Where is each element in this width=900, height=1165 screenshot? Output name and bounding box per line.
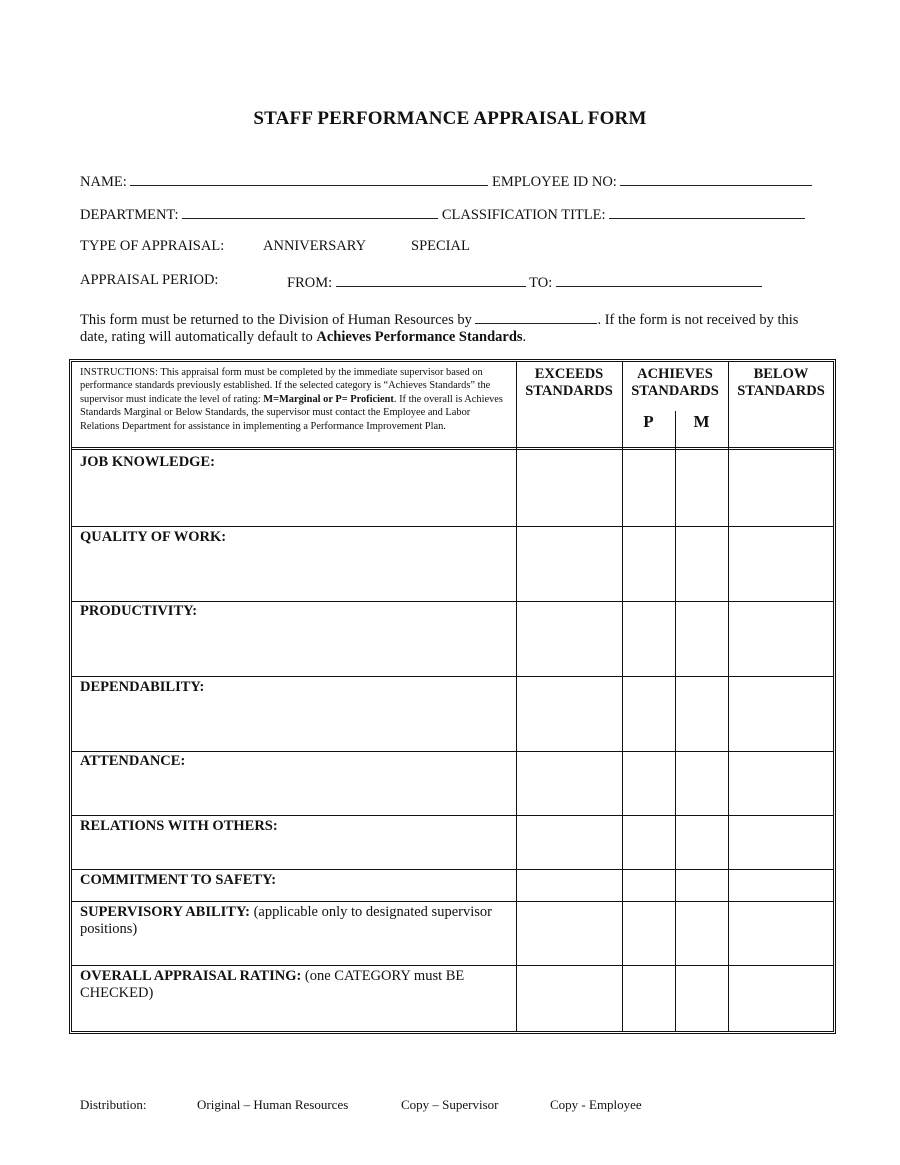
header-achieves-standards: ACHIEVES STANDARDS [631, 366, 719, 399]
from-label: FROM: [287, 275, 333, 291]
col-divider-2 [622, 362, 623, 1031]
period-label: APPRAISAL PERIOD: [80, 272, 219, 288]
distribution-copy-supervisor: Copy – Supervisor [401, 1097, 499, 1112]
row-divider [72, 965, 833, 966]
col-divider-pm [675, 411, 676, 1031]
header-divider [72, 447, 833, 450]
notice-end: . [522, 329, 527, 345]
notice-text-1: This form must be returned to the Division of Human Resources by [80, 312, 472, 328]
row-divider [72, 676, 833, 677]
distribution-label: Distribution: [80, 1097, 147, 1112]
period-field [287, 272, 762, 292]
instructions-text: INSTRUCTIONS: This appraisal form must be completed by the immediate supervisor based on performance standards previously established. If the selected category is “Achieves Standards” the supervisor must indicate the level of rating: M=Marginal or P= Proficient. If the overall is Achieves Standards Marginal or Below Standards, the supervisor must contact the Employee and Labor Relations Department for assistance in implementing a Performance Improvement Plan. [80, 367, 503, 432]
department-input-line[interactable] [182, 204, 438, 219]
row-divider [72, 526, 833, 527]
from-input-line[interactable] [336, 272, 526, 287]
subheader-proficient: P [643, 412, 654, 431]
name-field [80, 171, 812, 191]
notice-default-rating: Achieves Performance Standards [316, 329, 523, 345]
distribution-copy-employee: Copy - Employee [550, 1097, 642, 1112]
classification-label: CLASSIFICATION TITLE: [441, 207, 606, 223]
row-divider [72, 901, 833, 902]
row-dependability: DEPENDABILITY: [80, 679, 205, 695]
distribution-original: Original – Human Resources [197, 1097, 349, 1112]
row-job-knowledge: JOB KNOWLEDGE: [80, 454, 215, 470]
row-relations-with-others: RELATIONS WITH OTHERS: [80, 818, 278, 834]
header-exceeds-standards: EXCEEDS STANDARDS [525, 366, 613, 399]
department-label: DEPARTMENT: [80, 207, 179, 223]
row-productivity: PRODUCTIVITY: [80, 603, 198, 619]
department-field [80, 204, 805, 224]
header-below-standards: BELOW STANDARDS [737, 366, 825, 399]
col-divider-1 [516, 362, 517, 1031]
classification-input-line[interactable] [609, 204, 805, 219]
col-divider-3 [728, 362, 729, 1031]
row-attendance: ATTENDANCE: [80, 753, 186, 769]
employee-id-label: EMPLOYEE ID NO: [491, 174, 617, 190]
type-special-option[interactable]: SPECIAL [411, 238, 470, 254]
name-label: NAME: [80, 174, 127, 190]
to-label: TO: [529, 275, 553, 291]
row-divider [72, 815, 833, 816]
row-divider [72, 751, 833, 752]
type-anniversary-option[interactable]: ANNIVERSARY [263, 238, 367, 254]
to-input-line[interactable] [556, 272, 762, 287]
subheader-marginal: M [693, 412, 710, 431]
ratings-table [69, 359, 836, 1034]
row-supervisory-ability: SUPERVISORY ABILITY: (applicable only to designated supervisor positions) [80, 904, 492, 937]
type-label: TYPE OF APPRAISAL: [80, 238, 225, 254]
notice-text-2: . If the form is not received by this date, rating will automatically default to [80, 312, 799, 345]
form-title: STAFF PERFORMANCE APPRAISAL FORM [253, 108, 647, 129]
row-commitment-to-safety: COMMITMENT TO SAFETY: [80, 872, 277, 888]
row-overall-rating: OVERALL APPRAISAL RATING: (one CATEGORY must BE CHECKED) [80, 968, 465, 1001]
row-quality-of-work: QUALITY OF WORK: [80, 529, 227, 545]
return-date-line[interactable] [475, 309, 597, 324]
row-divider [72, 869, 833, 870]
employee-id-input-line[interactable] [620, 171, 812, 186]
row-divider [72, 601, 833, 602]
name-input-line[interactable] [130, 171, 488, 186]
return-notice [80, 309, 810, 346]
